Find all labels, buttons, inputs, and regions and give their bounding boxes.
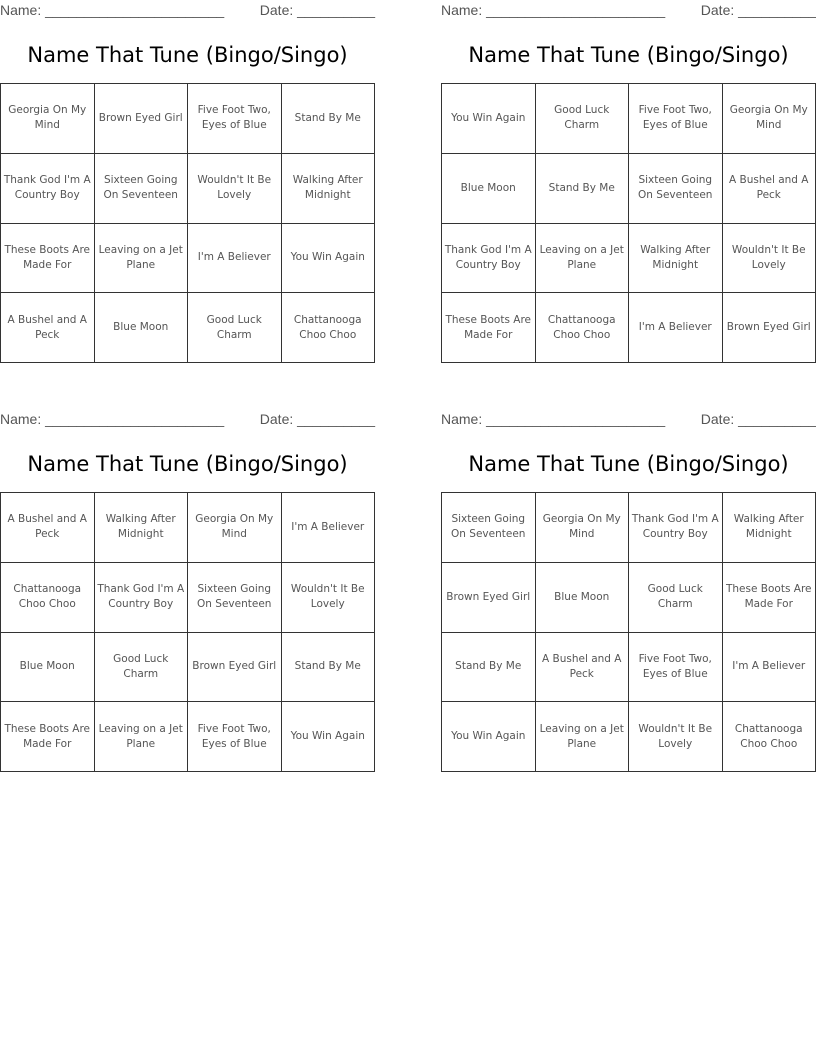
bingo-cell: I'm A Believer (629, 293, 723, 363)
bingo-cell: Sixteen Going On Seventeen (188, 563, 282, 633)
bingo-cell: Walking After Midnight (95, 493, 189, 563)
bingo-cell: Stand By Me (442, 633, 536, 703)
card-header (441, 0, 816, 22)
bingo-cell: Good Luck Charm (188, 293, 282, 363)
bingo-cell: I'm A Believer (282, 493, 376, 563)
name-field[interactable]: Name: _______________________ (441, 411, 666, 427)
bingo-cell: A Bushel and A Peck (536, 633, 630, 703)
bingo-cell: These Boots Are Made For (723, 563, 816, 633)
bingo-cell: Chattanooga Choo Choo (536, 293, 630, 363)
card-header (441, 409, 816, 431)
bingo-cell: Five Foot Two, Eyes of Blue (188, 702, 282, 772)
date-field[interactable]: Date: __________ (700, 2, 816, 18)
bingo-cell: Leaving on a Jet Plane (536, 702, 630, 772)
bingo-cell: Chattanooga Choo Choo (282, 293, 376, 363)
bingo-cell: Sixteen Going On Seventeen (442, 493, 536, 563)
bingo-cell: Blue Moon (95, 293, 189, 363)
bingo-grid (441, 83, 816, 363)
bingo-cell: Brown Eyed Girl (723, 293, 816, 363)
card-header (0, 409, 375, 431)
bingo-cell: These Boots Are Made For (1, 702, 95, 772)
bingo-cell: Five Foot Two, Eyes of Blue (629, 84, 723, 154)
date-field[interactable]: Date: __________ (700, 411, 816, 427)
bingo-cell: You Win Again (282, 224, 376, 294)
bingo-cell: Walking After Midnight (723, 493, 816, 563)
bingo-cell: Good Luck Charm (536, 84, 630, 154)
bingo-cell: Five Foot Two, Eyes of Blue (629, 633, 723, 703)
bingo-cell: Leaving on a Jet Plane (536, 224, 630, 294)
bingo-cell: Leaving on a Jet Plane (95, 224, 189, 294)
bingo-cell: You Win Again (442, 84, 536, 154)
date-field[interactable]: Date: __________ (259, 2, 375, 18)
bingo-cell: Brown Eyed Girl (95, 84, 189, 154)
bingo-cell: Thank God I'm A Country Boy (629, 493, 723, 563)
bingo-cell: Wouldn't It Be Lovely (188, 154, 282, 224)
bingo-cell: I'm A Believer (188, 224, 282, 294)
bingo-cell: Georgia On My Mind (723, 84, 816, 154)
bingo-cell: Walking After Midnight (282, 154, 376, 224)
bingo-cell: Chattanooga Choo Choo (1, 563, 95, 633)
bingo-cell: These Boots Are Made For (442, 293, 536, 363)
name-field[interactable]: Name: _______________________ (0, 2, 225, 18)
card-title: Name That Tune (Bingo/Singo) (468, 43, 789, 67)
card-title: Name That Tune (Bingo/Singo) (27, 43, 348, 67)
bingo-cell: Blue Moon (536, 563, 630, 633)
bingo-card-4 (441, 409, 816, 772)
bingo-card-3 (0, 409, 375, 772)
bingo-cell: Thank God I'm A Country Boy (95, 563, 189, 633)
bingo-cell: You Win Again (282, 702, 376, 772)
card-title: Name That Tune (Bingo/Singo) (27, 452, 348, 476)
bingo-cell: Good Luck Charm (629, 563, 723, 633)
card-header (0, 0, 375, 22)
bingo-cell: Brown Eyed Girl (188, 633, 282, 703)
bingo-cell: Chattanooga Choo Choo (723, 702, 816, 772)
bingo-cell: Five Foot Two, Eyes of Blue (188, 84, 282, 154)
bingo-cell: Good Luck Charm (95, 633, 189, 703)
bingo-grid (0, 492, 375, 772)
date-field[interactable]: Date: __________ (259, 411, 375, 427)
bingo-cell: A Bushel and A Peck (723, 154, 816, 224)
bingo-cell: Stand By Me (536, 154, 630, 224)
bingo-cell: Stand By Me (282, 84, 376, 154)
bingo-cell: A Bushel and A Peck (1, 493, 95, 563)
bingo-cell: Wouldn't It Be Lovely (723, 224, 816, 294)
bingo-cell: Georgia On My Mind (536, 493, 630, 563)
bingo-cell: Wouldn't It Be Lovely (629, 702, 723, 772)
bingo-card-1 (0, 0, 375, 363)
bingo-cell: Leaving on a Jet Plane (95, 702, 189, 772)
bingo-cell: Stand By Me (282, 633, 376, 703)
bingo-cell: Blue Moon (442, 154, 536, 224)
bingo-cell: Sixteen Going On Seventeen (95, 154, 189, 224)
bingo-cell: A Bushel and A Peck (1, 293, 95, 363)
bingo-cell: Wouldn't It Be Lovely (282, 563, 376, 633)
card-title: Name That Tune (Bingo/Singo) (468, 452, 789, 476)
bingo-cell: These Boots Are Made For (1, 224, 95, 294)
bingo-cell: I'm A Believer (723, 633, 816, 703)
bingo-cell: Thank God I'm A Country Boy (1, 154, 95, 224)
bingo-cell: You Win Again (442, 702, 536, 772)
bingo-cell: Georgia On My Mind (188, 493, 282, 563)
bingo-cell: Georgia On My Mind (1, 84, 95, 154)
bingo-cell: Sixteen Going On Seventeen (629, 154, 723, 224)
bingo-cell: Thank God I'm A Country Boy (442, 224, 536, 294)
bingo-cell: Blue Moon (1, 633, 95, 703)
bingo-cell: Brown Eyed Girl (442, 563, 536, 633)
bingo-cell: Walking After Midnight (629, 224, 723, 294)
bingo-grid (441, 492, 816, 772)
name-field[interactable]: Name: _______________________ (441, 2, 666, 18)
name-field[interactable]: Name: _______________________ (0, 411, 225, 427)
bingo-card-2 (441, 0, 816, 363)
bingo-grid (0, 83, 375, 363)
